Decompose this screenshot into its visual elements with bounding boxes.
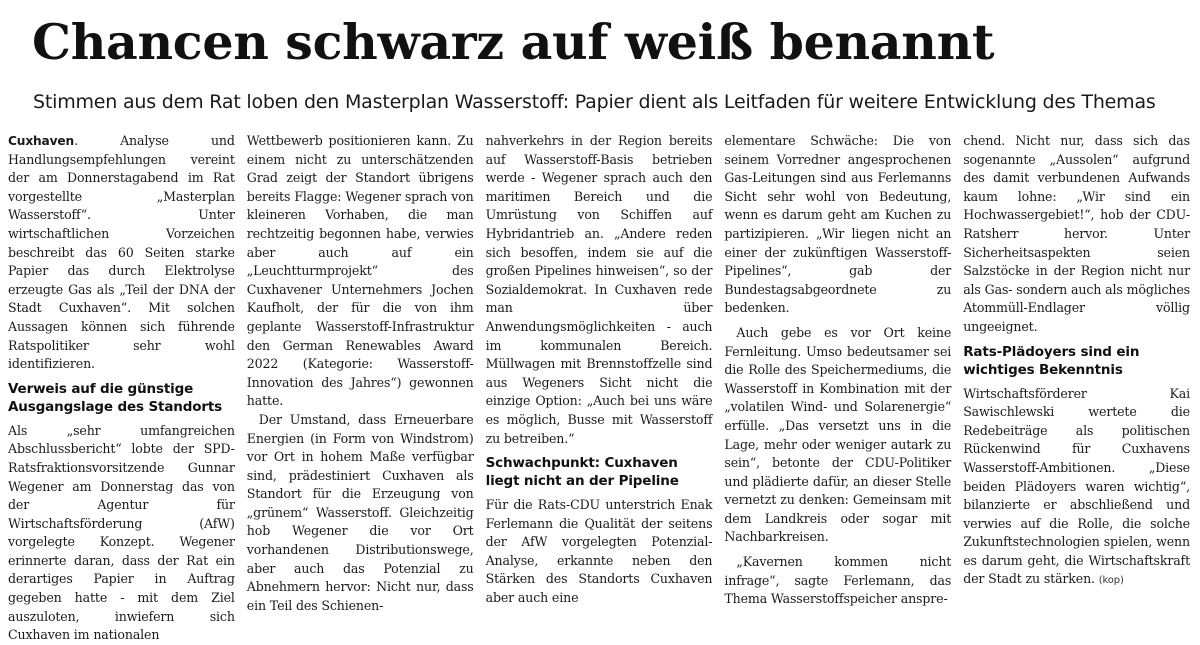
article-body xyxy=(8,132,1190,643)
text-column-1 xyxy=(8,132,235,643)
body-paragraph: chend. Nicht nur, dass sich das sogenannte „Aussolen“ aufgrund des damit verbundenen Aufwands kaum lohne: „Wir sind ein Hochwassergebiet!“, hob der CDU-Ratsherr hervor. Unter Sicherheitsaspekten seien Salzstöcke in der Region nicht nur als Gas- sondern auch als mögliches Atommüll-Endlager völlig ungeeignet. xyxy=(963,133,1190,334)
text-column-2 xyxy=(246,132,474,613)
body-paragraph: Für die Rats-CDU unterstrich Enak Ferlemann die Qualität der seitens der AfW vorgelegten Potenzial-Analyse, erkannte neben den Stärken des Standorts Cuxhaven aber auch eine xyxy=(485,497,713,606)
subheading: Rats-Plädoyers sind ein wichtiges Bekenntnis xyxy=(963,343,1140,378)
body-paragraph: elementare Schwäche: Die von seinem Vorredner angesprochenen Gas-Leitungen sind aus Ferlemanns Sicht sehr wohl von Bedeutung, wenn es darum geht am Kuchen zu partizipieren. „Wir liegen nicht an einer der zukünftigen Wasserstoff-Pipelines“, gab der Bundestagsabgeordnete zu bedenken. xyxy=(724,133,952,316)
article-headline: Chancen schwarz auf weiß benannt xyxy=(32,13,995,71)
text-column-3 xyxy=(485,132,713,606)
body-paragraph: Cuxhaven. Analyse und Handlungsempfehlungen vereint der am Donnerstagabend im Rat vorgestellte „Masterplan Wasserstoff“. Unter wirtschaftlichen Vorzeichen beschreibt das 60 Seiten starke Papier das durch Elektrolyse erzeugte Gas als „Teil der DNA der Stadt Cuxhaven“. Mit solchen Aussagen können sich führende Ratspolitiker sehr wohl identifizieren. xyxy=(8,133,235,372)
text-column-5 xyxy=(963,132,1190,598)
author-signature: (kop) xyxy=(1098,575,1124,587)
subheading: Schwachpunkt: Cuxhaven liegt nicht an der Pipeline xyxy=(485,455,679,490)
body-paragraph: Der Umstand, dass Erneuerbare Energien (in Form von Windstrom) vor Ort in hohem Maße verfügbar sind, prädestiniert Cuxhaven als Standort für die Erzeugung von „grünem“ Wasserstoff. Gleichzeitig hob Wegener die vor Ort vorhandenen Distributionswege, aber auch das Potenzial zu Abnehmern hervor: Nicht nur, dass ein Teil des Schienen- xyxy=(246,411,474,613)
body-paragraph: Als „sehr umfangreichen Abschlussbericht“ lobte der SPD-Ratsfraktionsvorsitzende Gunnar Wegener am Donnerstag das von der Agentur für Wirtschaftsförderung (AfW) vorgelegte Konzept. Wegener erinnerte daran, dass der Rat ein derartiges Papier in Auftrag gegeben hatte - mit dem Ziel auszuloten, inwiefern sich Cuxhaven im nationalen xyxy=(8,422,235,643)
body-paragraph: Wettbewerb positionieren kann. Zu einem nicht zu unterschätzenden Grad zeigt der Standort übrigens bereits Flagge: Wegener sprach von kleineren Vorhaben, die man rechtzeitig begonnen habe, verwies aber auch auf ein „Leuchtturmprojekt“ des Cuxhavener Unternehmers Jochen Kaufholt, der für die von ihm geplante Wasserstoff-Infrastruktur den German Renewables Award 2022 (Kategorie: Wasserstoff-Innovation des Jahres“) gewonnen hatte. xyxy=(246,133,474,409)
dateline: Cuxhaven xyxy=(8,134,75,148)
subheading: Verweis auf die günstige Ausgangslage des Standorts xyxy=(8,380,223,415)
body-paragraph: nahverkehrs in der Region bereits auf Wasserstoff-Basis betrieben werde - Wegener sprach auch den maritimen Bereich und die Umrüstung von Schiffen auf Hybridantrieb an. „Andere reden sich besoffen, indem sie auf die großen Pipelines hinweisen“, so der Sozialdemokrat. In Cuxhaven rede man über Anwendungsmöglichkeiten - auch im kommunalen Bereich. Müllwagen mit Brennstoffzelle sind aus Wegeners Sicht nicht die einzige Option: „Auch bei uns wäre es möglich, Busse mit Wasserstoff zu betreiben.“ xyxy=(485,133,713,446)
body-paragraph: „Kavernen kommen nicht infrage“, sagte Ferlemann, das Thema Wasserstoffspeicher anspre- xyxy=(724,554,952,607)
article-subheadline: Stimmen aus dem Rat loben den Masterplan Wasserstoff: Papier dient als Leitfaden für weitere Entwicklung des Themas xyxy=(33,91,1156,113)
text-column-4 xyxy=(724,132,952,607)
body-paragraph: Wirtschaftsförderer Kai Sawischlewski wertete die Redebeiträge als politischen Rückenwind für Cuxhavens Wasserstoff-Ambitionen. „Diese beiden Plädoyers waren wichtig“, bilanzierte er abschließend und verwies auf die Rolle, die solche Zukunftstechnologien spielen, wenn es darum geht, die Wirtschaftskraft der Stadt zu stärken. (kop) xyxy=(963,385,1190,587)
body-paragraph: Auch gebe es vor Ort keine Fernleitung. Umso bedeutsamer sei die Rolle des Speichermediums, die Wasserstoff in Kombination mit der „volatilen Wind- und Solarenergie“ erfülle. „Das versetzt uns in die Lage, mehr oder weniger autark zu sein“, betonte der CDU-Politiker und plädierte dafür, an dieser Stelle vernetzt zu denken: Gemeinsam mit dem Landkreis oder sogar mit Nachbarkreisen. xyxy=(724,324,952,545)
